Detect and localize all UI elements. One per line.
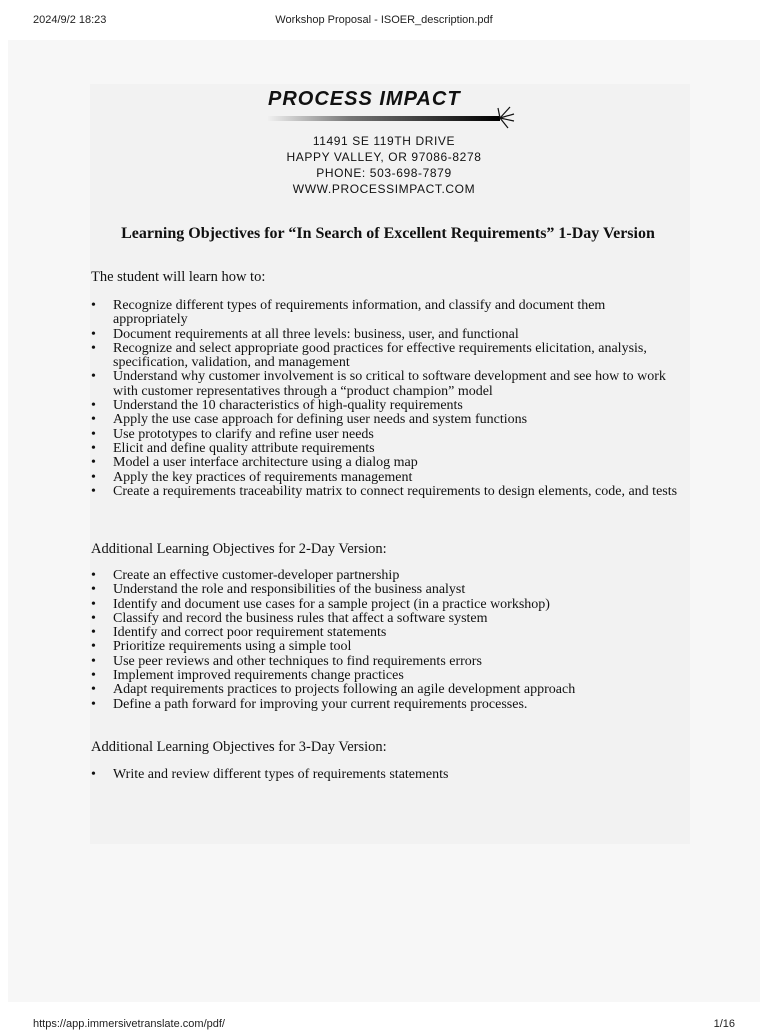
- logo-swoosh: [268, 116, 500, 121]
- list-item: • Create a requirements traceability matrix to connect requirements to design elements, code, and tests: [91, 485, 681, 499]
- address-phone: PHONE: 503-698-7879: [316, 166, 452, 180]
- list-item: • Model a user interface architecture using a dialog map: [91, 456, 681, 470]
- list-item: • Identify and document use cases for a sample project (in a practice workshop): [91, 598, 681, 612]
- company-name: PROCESS IMPACT: [268, 88, 461, 110]
- list-item: • Apply the key practices of requirements management: [91, 471, 681, 485]
- list-item: • Use prototypes to clarify and refine user needs: [91, 428, 681, 442]
- list-item: • Recognize and select appropriate good practices for effective requirements elicitation, analysis, specification, validation, and management: [91, 342, 681, 371]
- address-city: HAPPY VALLEY, OR 97086-8278: [286, 150, 482, 164]
- list-item: • Define a path forward for improving your current requirements processes.: [91, 698, 681, 712]
- three-day-heading: Additional Learning Objectives for 3-Day Version:: [91, 739, 387, 755]
- list-item: • Identify and correct poor requirement statements: [91, 626, 681, 640]
- list-item: • Document requirements at all three levels: business, user, and functional: [91, 328, 681, 342]
- list-item: • Classify and record the business rules that affect a software system: [91, 612, 681, 626]
- list-item: • Understand why customer involvement is so critical to software development and see how to work with customer representatives through a “product champion” model: [91, 370, 681, 399]
- list-item: • Recognize different types of requirements information, and classify and document them appropriately: [91, 299, 681, 328]
- print-footer: [0, 1018, 768, 1036]
- address-street: 11491 SE 119TH DRIVE: [312, 134, 456, 148]
- one-day-objectives-list: [91, 299, 681, 499]
- list-item: • Use peer reviews and other techniques to find requirements errors: [91, 655, 681, 669]
- list-item: • Implement improved requirements change practices: [91, 669, 681, 683]
- list-item: • Adapt requirements practices to projects following an agile development approach: [91, 683, 681, 697]
- print-header: [0, 14, 768, 32]
- list-item: • Create an effective customer-developer partnership: [91, 569, 681, 583]
- list-item: • Elicit and define quality attribute requirements: [91, 442, 681, 456]
- two-day-objectives-list: [91, 569, 681, 712]
- logo-burst-icon: [494, 104, 516, 130]
- two-day-heading: Additional Learning Objectives for 2-Day Version:: [91, 541, 387, 557]
- list-item: • Understand the 10 characteristics of high-quality requirements: [91, 399, 681, 413]
- print-document-title: Workshop Proposal - ISOER_description.pdf: [275, 14, 493, 26]
- list-item: • Write and review different types of requirements statements: [91, 768, 681, 782]
- list-item: • Prioritize requirements using a simple tool: [91, 640, 681, 654]
- print-page-count: 1/16: [713, 1018, 735, 1030]
- intro-text: The student will learn how to:: [91, 269, 266, 285]
- address-website: WWW.PROCESSIMPACT.COM: [292, 182, 476, 196]
- print-source-url: https://app.immersivetranslate.com/pdf/: [33, 1018, 225, 1030]
- company-logo: [268, 88, 518, 138]
- print-datetime: 2024/9/2 18:23: [33, 14, 107, 26]
- company-address: [0, 133, 768, 197]
- list-item: • Understand the role and responsibilities of the business analyst: [91, 583, 681, 597]
- document-title: Learning Objectives for “In Search of Excellent Requirements” 1-Day Version: [121, 225, 655, 242]
- three-day-objectives-list: [91, 768, 681, 782]
- list-item: • Apply the use case approach for defining user needs and system functions: [91, 413, 681, 427]
